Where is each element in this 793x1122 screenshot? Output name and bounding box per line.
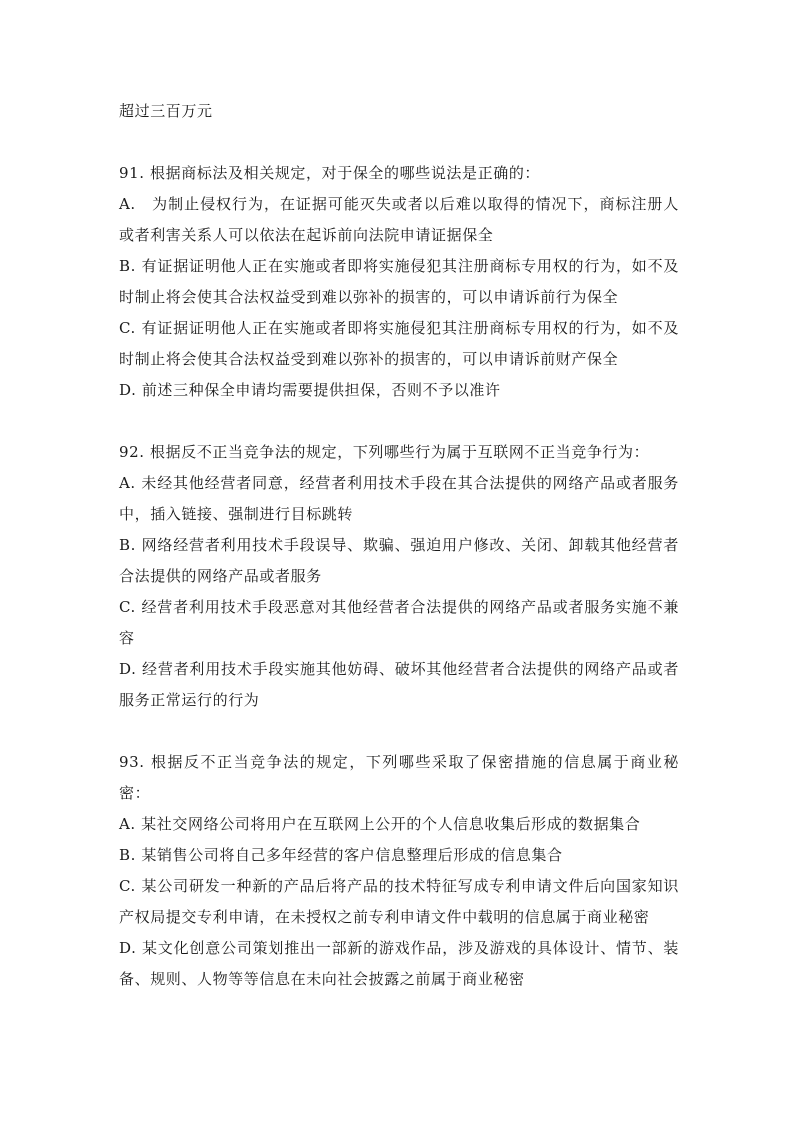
question-stem: 91. 根据商标法及相关规定，对于保全的哪些说法是正确的： (119, 164, 541, 182)
option-b: B. 网络经营者利用技术手段误导、欺骗、强迫用户修改、关闭、卸载其他经营者合法提供的网络产品或者服务 (119, 536, 679, 585)
option-b: B. 有证据证明他人正在实施或者即将实施侵犯其注册商标专用权的行为，如不及时制止将会使其合法权益受到难以弥补的损害的，可以申请诉前行为保全 (119, 257, 679, 306)
option-d: D. 前述三种保全申请均需要提供担保，否则不予以准许 (119, 381, 501, 399)
question-stem: 92. 根据反不正当竞争法的规定，下列哪些行为属于互联网不正当竞争行为： (119, 443, 650, 461)
option-b: B. 某销售公司将自己多年经营的客户信息整理后形成的信息集合 (119, 846, 563, 864)
option-c: C. 经营者利用技术手段恶意对其他经营者合法提供的网络产品或者服务实施不兼容 (119, 598, 679, 647)
option-d: D. 某文化创意公司策划推出一部新的游戏作品，涉及游戏的具体设计、情节、装备、规则、人物等等信息在未向社会披露之前属于商业秘密 (119, 939, 679, 988)
option-c: C. 有证据证明他人正在实施或者即将实施侵犯其注册商标专用权的行为，如不及时制止将会使其合法权益受到难以弥补的损害的，可以申请诉前财产保全 (119, 319, 679, 368)
question-91 (119, 158, 679, 406)
document-page (119, 96, 679, 995)
question-93 (119, 747, 679, 995)
option-d: D. 经营者利用技术手段实施其他妨碍、破坏其他经营者合法提供的网络产品或者服务正常运行的行为 (119, 660, 679, 709)
question-92 (119, 437, 679, 716)
option-a: A. 未经其他经营者同意，经营者利用技术手段在其合法提供的网络产品或者服务中，插入链接、强制进行目标跳转 (119, 474, 679, 523)
continuation-text: 超过三百万元 (119, 102, 213, 120)
question-stem: 93. 根据反不正当竞争法的规定，下列哪些采取了保密措施的信息属于商业秘密： (119, 753, 679, 802)
option-a: A. 某社交网络公司将用户在互联网上公开的个人信息收集后形成的数据集合 (119, 815, 641, 833)
option-a: A. 为制止侵权行为，在证据可能灭失或者以后难以取得的情况下，商标注册人或者利害关系人可以依法在起诉前向法院申请证据保全 (119, 195, 679, 244)
option-c: C. 某公司研发一种新的产品后将产品的技术特征写成专利申请文件后向国家知识产权局提交专利申请，在未授权之前专利申请文件中载明的信息属于商业秘密 (119, 877, 679, 926)
